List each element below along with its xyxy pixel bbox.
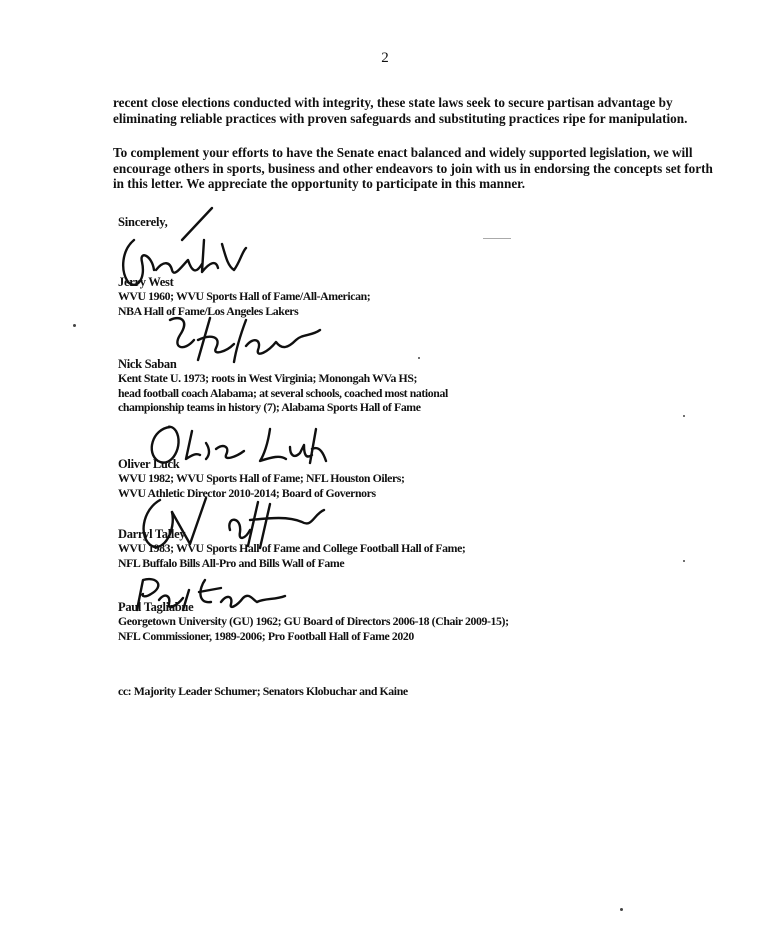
scan-speck [418,357,420,359]
page-number: 2 [381,50,389,66]
cc-line: cc: Majority Leader Schumer; Senators Klobuchar and Kaine [118,684,408,698]
signatory-block-2 [118,357,448,415]
signer-credential: Kent State U. 1973; roots in West Virginia; Monongah WVa HS; [118,371,418,385]
signer-credential: WVU 1960; WVU Sports Hall of Fame/All-American; [118,289,371,303]
signer-name: Darryl Talley [118,527,186,541]
signatory-block-4 [118,527,465,570]
signatory-block-3 [118,457,405,500]
signer-credential: WVU Athletic Director 2010-2014; Board of Governors [118,485,376,500]
signer-credential: WVU 1983; WVU Sports Hall of Fame and College Football Hall of Fame; [118,541,466,555]
signer-name: Jerry West [118,275,174,289]
signer-credential: NBA Hall of Fame/Los Angeles Lakers [118,303,299,318]
body-paragraph-1: recent close elections conducted with integrity, these state laws seek to secure partisan advantage by eliminating reliable practices with proven safeguards and substituting practices ripe for manipulation. [113,95,688,126]
scan-speck [483,238,511,239]
signer-credential: NFL Buffalo Bills All-Pro and Bills Wall of Fame [118,555,345,570]
signer-credential: WVU 1982; WVU Sports Hall of Fame; NFL Houston Oilers; [118,471,405,485]
scan-speck [683,560,685,562]
signer-name: Nick Saban [118,357,177,371]
scan-speck [620,908,623,911]
signer-credential: championship teams in history (7); Alabama Sports Hall of Fame [118,400,421,414]
scan-speck [73,324,76,327]
signer-credential: NFL Commissioner, 1989-2006; Pro Football Hall of Fame 2020 [118,628,414,643]
signer-name: Paul Tagliabue [118,600,194,614]
signer-credential: Georgetown University (GU) 1962; GU Board of Directors 2006-18 (Chair 2009-15); [118,614,509,628]
signatory-block-5 [118,600,509,643]
closing: Sincerely, [118,215,168,229]
scan-speck [683,415,685,417]
signatory-block-1 [118,275,370,318]
signer-credential: head football coach Alabama; at several schools, coached most national [118,385,448,400]
signer-name: Oliver Luck [118,457,180,471]
body-paragraph-2: To complement your efforts to have the Senate enact balanced and widely supported legislation, we will encourage others in sports, business and other endeavors to join with us in endorsing the concepts set forth in this letter. We appreciate the opportunity to participate in this manner. [113,145,713,191]
